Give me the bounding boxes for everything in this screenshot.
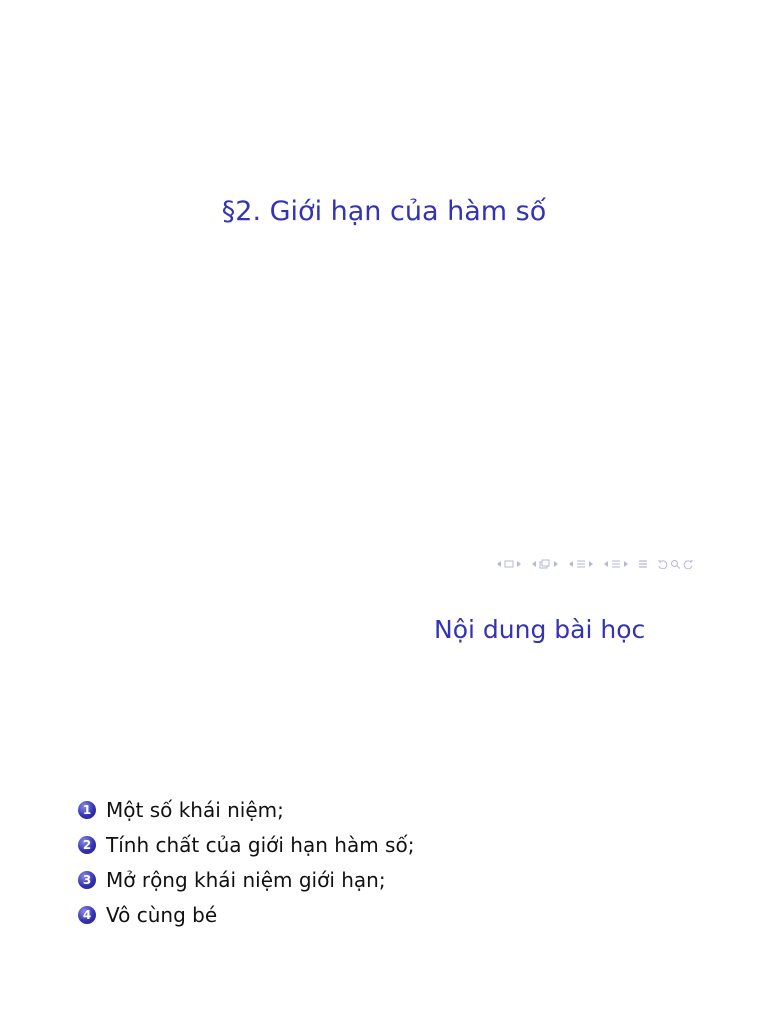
section-icon[interactable] <box>611 559 621 569</box>
numbered-ball-icon: 4 <box>78 906 96 924</box>
arrow-left-icon[interactable] <box>531 560 537 568</box>
numbered-ball-icon: 2 <box>78 836 96 854</box>
list-item[interactable] <box>78 792 414 827</box>
nav-subsection-group <box>531 559 559 569</box>
nav-frame-group <box>496 560 522 568</box>
numbered-ball-icon: 3 <box>78 871 96 889</box>
arrow-left-icon[interactable] <box>603 560 609 568</box>
nav-tools-group <box>657 559 694 569</box>
list-item-text: Vô cùng bé <box>106 902 218 927</box>
nav-document-group <box>603 559 629 569</box>
list-item-text: Một số khái niệm; <box>106 797 284 822</box>
redo-icon[interactable] <box>683 559 694 569</box>
arrow-left-icon[interactable] <box>496 560 502 568</box>
list-item[interactable] <box>78 897 414 932</box>
nav-align-group <box>638 559 648 569</box>
beamer-navigation-bar <box>496 556 700 572</box>
section-icon[interactable] <box>576 559 586 569</box>
list-item[interactable] <box>78 862 414 897</box>
list-item-text: Mở rộng khái niệm giới hạn; <box>106 867 386 892</box>
arrow-right-icon[interactable] <box>553 560 559 568</box>
search-icon[interactable] <box>670 559 681 569</box>
frame-icon[interactable] <box>504 560 514 568</box>
list-item[interactable] <box>78 827 414 862</box>
arrow-right-icon[interactable] <box>588 560 594 568</box>
arrow-right-icon[interactable] <box>516 560 522 568</box>
nav-section-group <box>568 559 594 569</box>
arrow-left-icon[interactable] <box>568 560 574 568</box>
list-item-text: Tính chất của giới hạn hàm số; <box>106 832 415 857</box>
slide-title: §2. Giới hạn của hàm số <box>221 196 547 227</box>
toc-list <box>78 792 414 932</box>
numbered-ball-icon: 1 <box>78 801 96 819</box>
undo-icon[interactable] <box>657 559 668 569</box>
toc-heading: Nội dung bài học <box>434 615 646 644</box>
subsection-icon[interactable] <box>539 559 551 569</box>
align-icon[interactable] <box>638 559 648 569</box>
arrow-right-icon[interactable] <box>623 560 629 568</box>
